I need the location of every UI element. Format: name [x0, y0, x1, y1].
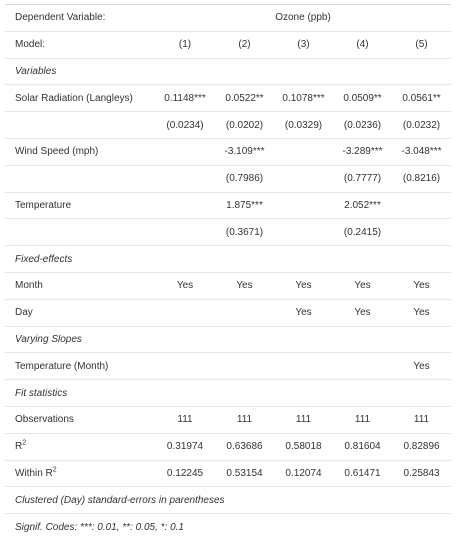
superscript: 2 — [52, 466, 57, 474]
note-row — [5, 514, 451, 540]
fixed-effect-cell: Yes — [215, 272, 274, 299]
coefficient-cell — [274, 192, 333, 219]
fixed-effect-cell: Yes — [392, 272, 451, 299]
model-header: (1) — [155, 31, 215, 58]
regression-table — [5, 4, 451, 540]
regression-table-container — [5, 4, 451, 540]
fixed-effect-cell: Yes — [333, 272, 392, 299]
coefficient-row — [5, 85, 451, 112]
standard-error-cell: (0.0232) — [392, 112, 451, 139]
fit-statistic-name: Within R — [15, 467, 53, 479]
varying-slope-name: Temperature (Month) — [5, 353, 155, 380]
coefficient-cell: 2.052*** — [333, 192, 392, 219]
standard-error-cell: (0.2415) — [333, 219, 392, 246]
standard-error-cell: (0.7777) — [333, 165, 392, 192]
superscript: 2 — [22, 439, 27, 447]
section-row — [5, 58, 451, 85]
fixed-effect-cell: Yes — [392, 299, 451, 326]
standard-error-cell: (0.8216) — [392, 165, 451, 192]
coefficient-cell: -3.289*** — [333, 138, 392, 165]
fit-statistic-row — [5, 433, 451, 460]
fit-statistic-cell: 111 — [215, 406, 274, 433]
varying-slope-cell — [333, 353, 392, 380]
fixed-effect-row — [5, 272, 451, 299]
section-row — [5, 246, 451, 273]
fit-statistic-name: Observations — [15, 414, 74, 426]
note-row — [5, 487, 451, 514]
fixed-effect-name: Month — [5, 272, 155, 299]
section-row — [5, 326, 451, 353]
model-label: Model: — [5, 31, 155, 58]
section-row — [5, 380, 451, 407]
fixed-effect-cell — [215, 299, 274, 326]
model-header: (2) — [215, 31, 274, 58]
fit-statistic-name: R — [15, 441, 23, 453]
coefficient-row — [5, 138, 451, 165]
standard-error-row — [5, 112, 451, 139]
variable-name: Solar Radiation (Langleys) — [5, 85, 155, 112]
coefficient-cell: 0.1078*** — [274, 85, 333, 112]
coefficient-cell: -3.109*** — [215, 138, 274, 165]
dependent-variable-label: Dependent Variable: — [5, 5, 155, 32]
coefficient-cell — [155, 138, 215, 165]
standard-error-cell: (0.0236) — [333, 112, 392, 139]
coefficient-cell: 1.875*** — [215, 192, 274, 219]
section-heading: Varying Slopes — [5, 326, 451, 353]
model-header: (3) — [274, 31, 333, 58]
section-heading: Fit statistics — [5, 380, 451, 407]
fixed-effect-cell: Yes — [274, 272, 333, 299]
fit-statistic-cell: 111 — [155, 406, 215, 433]
clustered-se-note: Clustered (Day) standard-errors in parentheses — [5, 487, 451, 514]
fixed-effect-cell: Yes — [155, 272, 215, 299]
standard-error-label-cell — [5, 112, 155, 139]
dependent-variable-name: Ozone (ppb) — [155, 5, 451, 32]
standard-error-row — [5, 219, 451, 246]
fit-statistic-cell: 0.31974 — [155, 433, 215, 460]
coefficient-cell — [274, 138, 333, 165]
varying-slope-cell — [215, 353, 274, 380]
fixed-effect-name: Day — [5, 299, 155, 326]
fit-statistic-cell: 0.81604 — [333, 433, 392, 460]
fit-statistic-cell: 111 — [392, 406, 451, 433]
varying-slope-cell — [155, 353, 215, 380]
standard-error-cell — [274, 219, 333, 246]
standard-error-label-cell — [5, 165, 155, 192]
standard-error-cell: (0.7986) — [215, 165, 274, 192]
coefficient-cell: 0.1148*** — [155, 85, 215, 112]
fit-statistic-cell: 0.61471 — [333, 460, 392, 487]
header-dependent-variable-row — [5, 5, 451, 32]
standard-error-cell: (0.0202) — [215, 112, 274, 139]
coefficient-row — [5, 192, 451, 219]
standard-error-cell — [274, 165, 333, 192]
coefficient-cell: -3.048*** — [392, 138, 451, 165]
standard-error-cell: (0.0234) — [155, 112, 215, 139]
standard-error-label-cell — [5, 219, 155, 246]
standard-error-cell — [392, 219, 451, 246]
standard-error-cell — [155, 219, 215, 246]
fit-statistic-cell: 0.82896 — [392, 433, 451, 460]
fit-statistic-cell: 0.58018 — [274, 433, 333, 460]
standard-error-cell: (0.3671) — [215, 219, 274, 246]
fit-statistic-cell: 0.25843 — [392, 460, 451, 487]
signif-codes-note: Signif. Codes: ***: 0.01, **: 0.05, *: 0.1 — [15, 521, 184, 533]
model-header: (4) — [333, 31, 392, 58]
coefficient-cell — [392, 192, 451, 219]
fixed-effect-cell: Yes — [333, 299, 392, 326]
fit-statistic-name-cell — [5, 406, 155, 433]
fixed-effect-cell — [155, 299, 215, 326]
regression-table-body — [5, 5, 451, 540]
fit-statistic-cell: 111 — [333, 406, 392, 433]
fixed-effect-row — [5, 299, 451, 326]
fit-statistic-cell: 0.63686 — [215, 433, 274, 460]
varying-slope-row — [5, 353, 451, 380]
coefficient-cell — [155, 192, 215, 219]
standard-error-cell: (0.0329) — [274, 112, 333, 139]
varying-slope-cell — [274, 353, 333, 380]
model-header: (5) — [392, 31, 451, 58]
section-heading: Fixed-effects — [5, 246, 451, 273]
varying-slope-cell: Yes — [392, 353, 451, 380]
fit-statistic-cell: 111 — [274, 406, 333, 433]
section-heading: Variables — [5, 58, 451, 85]
fit-statistic-name-cell — [5, 433, 155, 460]
coefficient-cell: 0.0509** — [333, 85, 392, 112]
coefficient-cell: 0.0522** — [215, 85, 274, 112]
fit-statistic-cell: 0.53154 — [215, 460, 274, 487]
standard-error-cell — [155, 165, 215, 192]
standard-error-row — [5, 165, 451, 192]
fit-statistic-name-cell — [5, 460, 155, 487]
fit-statistic-row — [5, 406, 451, 433]
fixed-effect-cell: Yes — [274, 299, 333, 326]
header-model-row — [5, 31, 451, 58]
fit-statistic-row — [5, 460, 451, 487]
coefficient-cell: 0.0561** — [392, 85, 451, 112]
variable-name: Temperature — [5, 192, 155, 219]
fit-statistic-cell: 0.12074 — [274, 460, 333, 487]
variable-name: Wind Speed (mph) — [5, 138, 155, 165]
fit-statistic-cell: 0.12245 — [155, 460, 215, 487]
